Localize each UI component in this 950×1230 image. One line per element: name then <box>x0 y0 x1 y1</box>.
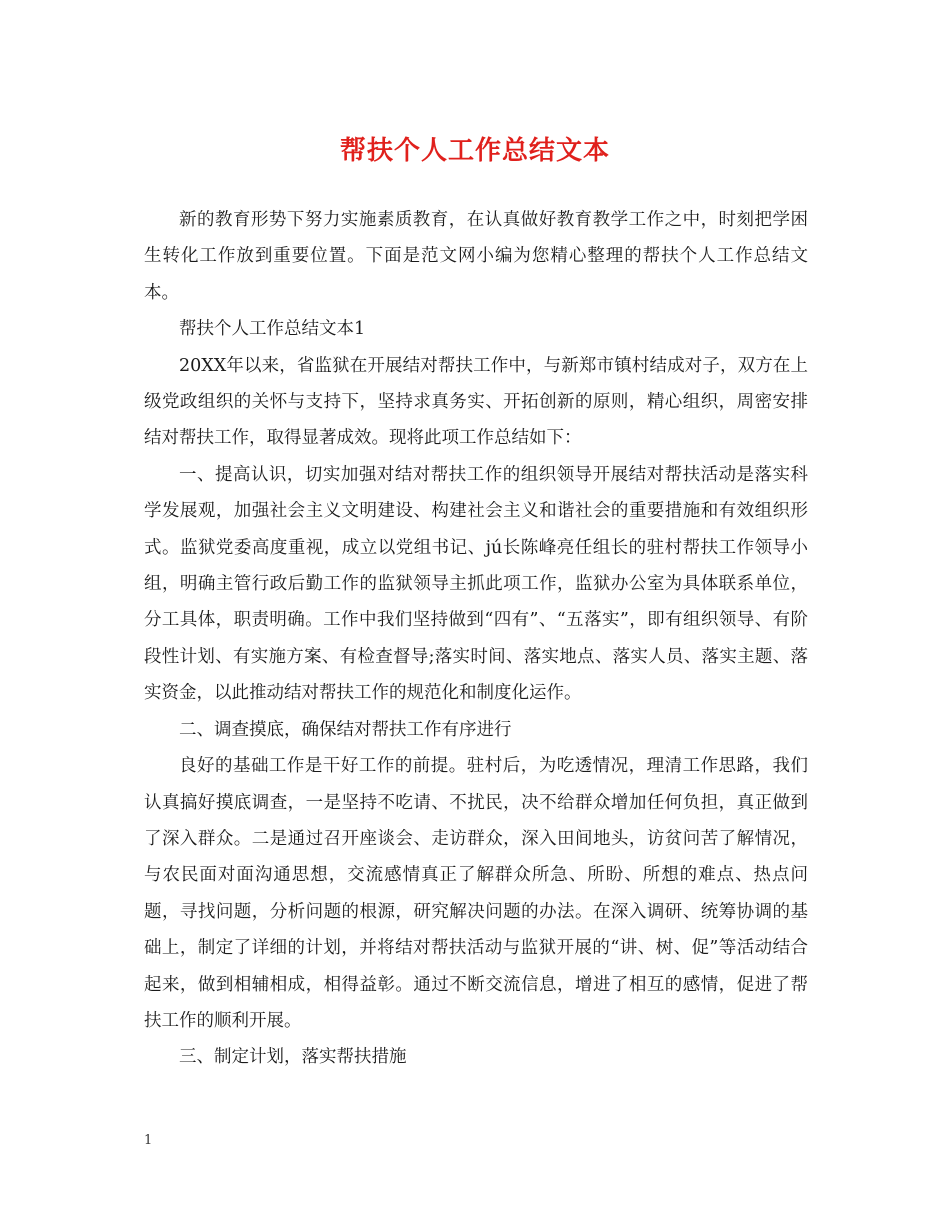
paragraph-section-2: 良好的基础工作是干好工作的前提。驻村后，为吃透情况，理清工作思路，我们认真搞好摸底调查，一是坚持不吃请、不扰民，决不给群众增加任何负担，真正做到了深入群众。二是通过召开座谈会、走访群众，深入田间地头，访贫问苦了解情况，与农民面对面沟通思想，交流感情真正了解群众所急、所盼、所想的难点、热点问题，寻找问题，分析问题的根源，研究解决问题的办法。在深入调研、统筹协调的基础上，制定了详细的计划，并将结对帮扶活动与监狱开展的“讲、树、促”等活动结合起来，做到相辅相成，相得益彰。通过不断交流信息，增进了相互的感情，促进了帮扶工作的顺利开展。 <box>144 756 808 1031</box>
section-heading-3: 三、制定计划，落实帮扶措施 <box>179 1047 407 1068</box>
document-title: 帮扶个人工作总结文本 <box>339 136 610 166</box>
document-body <box>144 202 808 1076</box>
paragraph-intro: 新的教育形势下努力实施素质教育，在认真做好教育教学工作之中，时刻把学困生转化工作放到重要位置。下面是范文网小编为您精心整理的帮扶个人工作总结文本。 <box>144 210 808 303</box>
section-heading-2: 二、调查摸底，确保结对帮扶工作有序进行 <box>179 719 512 740</box>
section-heading-article-1: 帮扶个人工作总结文本1 <box>179 319 366 340</box>
paragraph-section-1: 一、提高认识，切实加强对结对帮扶工作的组织领导开展结对帮扶活动是落实科学发展观，加强社会主义文明建设、构建社会主义和谐社会的重要措施和有效组织形式。监狱党委高度重视，成立以党组书记、jú长陈峰亮任组长的驻村帮扶工作领导小组，明确主管行政后勤工作的监狱领导主抓此项工作，监狱办公室为具体联系单位，分工具体，职责明确。工作中我们坚持做到“四有”、“五落实”，即有组织领导、有阶段性计划、有实施方案、有检查督导;落实时间、落实地点、落实人员、落实主题、落实资金，以此推动结对帮扶工作的规范化和制度化运作。 <box>144 464 808 704</box>
page-number: 1 <box>144 1133 153 1148</box>
paragraph-overview: 20XX年以来，省监狱在开展结对帮扶工作中，与新郑市镇村结成对子，双方在上级党政组织的关怀与支持下，坚持求真务实、开拓创新的原则，精心组织，周密安排结对帮扶工作，取得显著成效。现将此项工作总结如下： <box>144 355 808 449</box>
